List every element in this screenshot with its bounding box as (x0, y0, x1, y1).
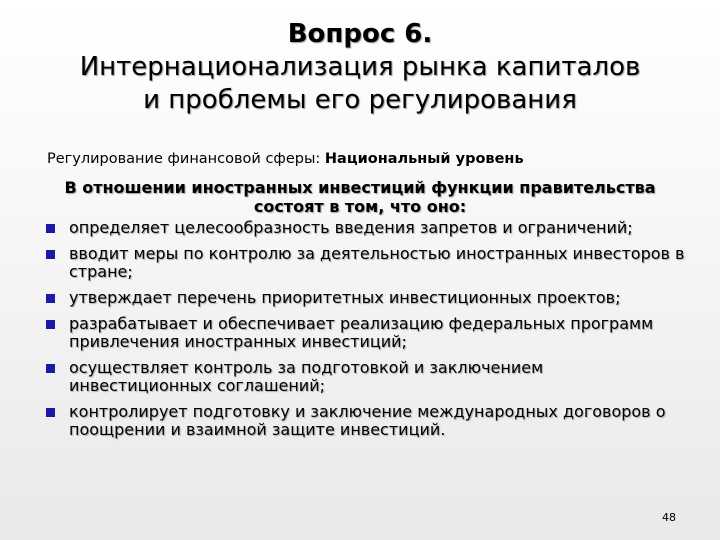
square-bullet-icon (46, 224, 55, 233)
title-question-number: Вопрос 6. (287, 19, 433, 49)
title-line-3: и проблемы его регулирования (143, 85, 577, 115)
list-item-text: осуществляет контроль за подготовкой и заключением инвестиционных соглашений; (69, 358, 544, 395)
list-item-text: контролирует подготовку и заключение международных договоров о поощрении и взаимной защите инвестиций. (69, 402, 666, 439)
square-bullet-icon (46, 250, 55, 259)
list-item-text: утверждает перечень приоритетных инвестиционных проектов; (69, 288, 621, 307)
title-line-2: Интернационализация рынка капиталов (79, 52, 641, 82)
square-bullet-icon (46, 408, 55, 417)
subheading-prefix: Регулирование финансовой сферы: (47, 151, 321, 167)
list-item (45, 289, 685, 307)
lead-paragraph: В отношении иностранных инвестиций функции правительства состоят в том, что оно: (64, 178, 656, 216)
list-item (45, 359, 685, 395)
subheading (47, 151, 524, 167)
list-item-text: определяет целесообразность введения запретов и ограничений; (69, 218, 633, 237)
bullet-list (45, 219, 685, 447)
list-item-text: разрабатывает и обеспечивает реализацию федеральных программ привлечения иностранных инвестиций; (69, 314, 654, 351)
page-number: 48 (662, 511, 676, 524)
list-item-text: вводит меры по контролю за деятельностью иностранных инвесторов в стране; (69, 244, 685, 281)
slide-title (40, 18, 680, 117)
list-item (45, 315, 685, 351)
list-item (45, 245, 685, 281)
square-bullet-icon (46, 364, 55, 373)
list-item (45, 403, 685, 439)
subheading-level: Национальный уровень (324, 151, 524, 167)
list-item (45, 219, 685, 237)
square-bullet-icon (46, 294, 55, 303)
square-bullet-icon (46, 320, 55, 329)
